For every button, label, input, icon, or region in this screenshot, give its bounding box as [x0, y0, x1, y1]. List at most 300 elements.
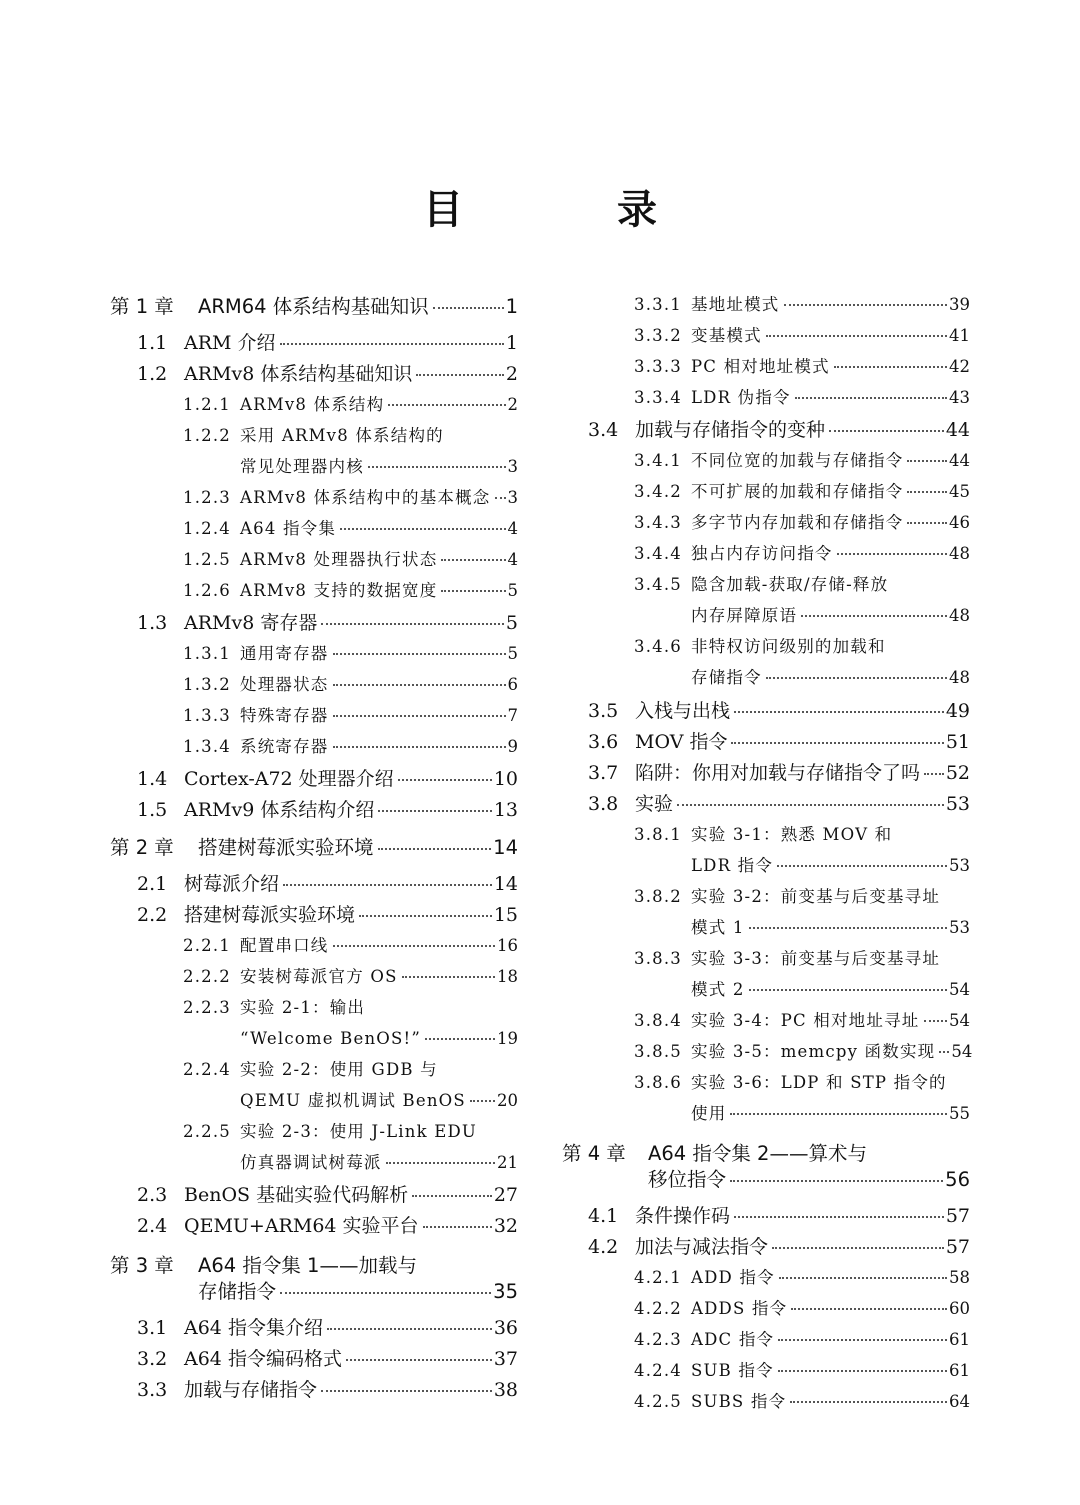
toc-entry[interactable] [184, 903, 518, 927]
toc-entry-title: 处理器状态 [240, 675, 329, 694]
leader-dots [801, 614, 947, 617]
toc-entry-title: 非特权访问级别的加载和 [691, 637, 886, 656]
leader-dots [327, 1327, 492, 1330]
toc-entry-title-continued: 内存屏障原语 [691, 606, 798, 625]
toc-entry-title: 采用 ARMv8 体系结构的 [240, 426, 444, 445]
toc-entry-continuation[interactable] [691, 978, 970, 1002]
toc-page-number: 14 [493, 873, 518, 895]
toc-page-number: 10 [493, 768, 518, 790]
toc-entry-number: 1.2.2 [183, 426, 231, 445]
toc-entry-continuation[interactable] [691, 1102, 970, 1126]
leader-dots [386, 1161, 495, 1164]
toc-entry-title-continued: 常见处理器内核 [240, 457, 364, 476]
toc-entry[interactable] [691, 573, 970, 597]
toc-entry-title: 实验 3-3：前变基与后变基寻址 [691, 949, 941, 968]
toc-entry-title: 入栈与出栈 [635, 700, 731, 722]
toc-entry-title: 加载与存储指令的变种 [635, 419, 826, 441]
toc-entry[interactable] [184, 1378, 518, 1402]
toc-entry-title: ARM64 体系结构基础知识 [198, 295, 429, 318]
toc-entry[interactable] [240, 965, 518, 989]
leader-dots [283, 883, 492, 886]
toc-entry-number: 1.3.3 [183, 706, 231, 725]
toc-page-number: 45 [949, 482, 970, 501]
toc-entry-title-continued: 使用 [691, 1104, 727, 1123]
toc-entry[interactable] [240, 548, 518, 572]
toc-page-number: 53 [949, 856, 970, 875]
toc-entry[interactable] [691, 449, 970, 473]
toc-entry-title-continued: QEMU 虚拟机调试 BenOS [240, 1091, 466, 1110]
leader-dots [398, 778, 492, 781]
toc-page-number: 57 [945, 1236, 970, 1258]
toc-entry-number: 4.2.5 [634, 1392, 682, 1411]
toc-entry[interactable] [691, 386, 970, 410]
toc-entry-number: 1.5 [137, 799, 168, 821]
toc-entry-title: ARMv8 体系结构基础知识 [184, 363, 413, 385]
toc-entry[interactable] [691, 1266, 970, 1290]
toc-entry-number: 1.2.1 [183, 395, 231, 414]
toc-entry-title: ARMv8 寄存器 [184, 612, 318, 634]
leader-dots [280, 342, 504, 345]
leader-dots [333, 944, 496, 947]
toc-entry-number: 3.8 [588, 793, 619, 815]
toc-entry[interactable] [240, 996, 518, 1020]
toc-entry-number: 3.8.5 [634, 1042, 682, 1061]
toc-page-number: 2 [505, 363, 518, 385]
toc-page-number: 61 [949, 1330, 970, 1349]
toc-entry-number: 4.2.1 [634, 1268, 682, 1287]
toc-entry-title: 基地址模式 [691, 295, 780, 314]
toc-entry-number: 3.5 [588, 700, 619, 722]
toc-entry-title: 配置串口线 [240, 936, 329, 955]
toc-entry[interactable] [691, 324, 970, 348]
toc-entry-title: PC 相对地址模式 [691, 357, 830, 376]
leader-dots [790, 1400, 947, 1403]
toc-entry[interactable] [184, 872, 518, 896]
toc-entry-number: 3.1 [137, 1317, 168, 1339]
toc-entry[interactable] [691, 542, 970, 566]
toc-entry-title: QEMU+ARM64 实验平台 [184, 1215, 419, 1237]
toc-entry-number: 3.8.4 [634, 1011, 682, 1030]
toc-entry-title: ARM 介绍 [184, 332, 276, 354]
toc-entry-number: 3.2 [137, 1348, 168, 1370]
toc-entry[interactable] [198, 1254, 518, 1278]
toc-entry[interactable] [691, 511, 970, 535]
leader-dots [412, 1194, 492, 1197]
toc-page-number: 14 [493, 836, 518, 859]
leader-dots [784, 303, 948, 306]
toc-entry[interactable] [691, 1390, 970, 1414]
toc-entry-title-continued: 模式 1 [691, 918, 745, 937]
toc-entry[interactable] [240, 1058, 518, 1082]
toc-entry-title: 实验 3-1：熟悉 MOV 和 [691, 825, 893, 844]
toc-entry-title: 搭建树莓派实验环境 [184, 904, 356, 926]
toc-entry-title: 独占内存访问指令 [691, 544, 833, 563]
toc-page-number: 7 [507, 706, 518, 725]
toc-entry-continuation[interactable] [240, 455, 518, 479]
toc-entry-title: A64 指令集 2——算术与 [648, 1142, 867, 1165]
toc-entry-title: 安装树莓派官方 OS [240, 967, 398, 986]
leader-dots [495, 496, 506, 499]
toc-entry[interactable] [240, 393, 518, 417]
leader-dots [772, 1246, 944, 1249]
toc-entry-continuation[interactable] [240, 1027, 518, 1051]
leader-dots [939, 1050, 949, 1053]
toc-page-number: 27 [493, 1184, 518, 1206]
leader-dots [677, 803, 944, 806]
toc-entry[interactable] [240, 517, 518, 541]
toc-entry-title: ARMv8 支持的数据宽度 [240, 581, 438, 600]
toc-entry[interactable] [635, 792, 970, 816]
toc-entry-title: A64 指令集 [240, 519, 337, 538]
toc-entry[interactable] [184, 767, 518, 791]
toc-page-number: 3 [507, 488, 518, 507]
toc-entry[interactable] [691, 1328, 970, 1352]
toc-entry-number: 2.2.5 [183, 1122, 231, 1141]
toc-entry[interactable] [240, 424, 518, 448]
toc-entry[interactable] [184, 1183, 518, 1207]
toc-entry[interactable] [240, 673, 518, 697]
toc-page-number: 46 [949, 513, 970, 532]
leader-dots [388, 403, 505, 406]
leader-dots [734, 1215, 944, 1218]
toc-entry-number: 3.4.2 [634, 482, 682, 501]
toc-entry-title-continued: “Welcome BenOS!” [240, 1029, 421, 1048]
leader-dots [829, 429, 944, 432]
toc-entry-number: 2.1 [137, 873, 168, 895]
toc-entry[interactable] [184, 362, 518, 386]
toc-page-number: 58 [949, 1268, 970, 1287]
toc-page-number: 53 [945, 793, 970, 815]
toc-entry[interactable] [691, 947, 970, 971]
leader-dots [340, 527, 505, 530]
leader-dots [749, 988, 947, 991]
toc-entry-number: 2.4 [137, 1215, 168, 1237]
toc-entry-number: 1.2.5 [183, 550, 231, 569]
leader-dots [321, 622, 504, 625]
toc-entry-title: 隐含加载-获取/存储-释放 [691, 575, 889, 594]
toc-entry-number: 2.2.3 [183, 998, 231, 1017]
toc-entry-title: A64 指令集介绍 [184, 1317, 323, 1339]
leader-dots [402, 975, 495, 978]
toc-entry-title: ARMv9 体系结构介绍 [184, 799, 375, 821]
leader-dots [766, 334, 947, 337]
toc-entry[interactable] [198, 836, 518, 860]
toc-page-number: 41 [949, 326, 970, 345]
toc-entry[interactable] [635, 1204, 970, 1228]
toc-entry-title: 条件操作码 [635, 1205, 731, 1227]
toc-entry[interactable] [691, 1071, 970, 1095]
toc-page-number: 48 [949, 606, 970, 625]
toc-page-number: 38 [493, 1379, 518, 1401]
toc-entry-number: 3.7 [588, 762, 619, 784]
toc-entry-title: SUBS 指令 [691, 1392, 787, 1411]
leader-dots [731, 741, 943, 744]
leader-dots [766, 676, 947, 679]
toc-entry-number: 2.2.2 [183, 967, 231, 986]
leader-dots [378, 847, 492, 850]
toc-entry-number: 1.2.6 [183, 581, 231, 600]
toc-entry[interactable] [635, 418, 970, 442]
toc-page-number: 1 [505, 332, 518, 354]
toc-page-number: 6 [507, 675, 518, 694]
leader-dots [416, 373, 504, 376]
toc-page-number: 15 [493, 904, 518, 926]
toc-entry[interactable] [691, 823, 970, 847]
toc-entry[interactable] [198, 295, 518, 319]
leader-dots [433, 306, 504, 309]
toc-entry-number: 2.2 [137, 904, 168, 926]
toc-entry-number: 3.8.1 [634, 825, 682, 844]
toc-page-number: 54 [951, 1042, 973, 1061]
leader-dots [321, 1389, 492, 1392]
toc-entry[interactable] [691, 1297, 970, 1321]
toc-page-number: 13 [493, 799, 518, 821]
toc-entry[interactable] [691, 1009, 970, 1033]
toc-page-number: 5 [507, 644, 518, 663]
toc-entry-title: 实验 3-2：前变基与后变基寻址 [691, 887, 941, 906]
toc-entry-number: 4.2.2 [634, 1299, 682, 1318]
toc-page-number: 5 [507, 581, 518, 600]
toc-page-number: 37 [493, 1348, 518, 1370]
toc-page-number: 61 [949, 1361, 970, 1380]
toc-entry[interactable] [184, 798, 518, 822]
toc-entry-title: 树莓派介绍 [184, 873, 280, 895]
toc-entry-title: 实验 3-5：memcpy 函数实现 [691, 1042, 936, 1061]
toc-entry-number: 2.2.4 [183, 1060, 231, 1079]
toc-entry-number: 1.2.4 [183, 519, 231, 538]
toc-entry-number: 1.3.1 [183, 644, 231, 663]
toc-entry-title: 实验 3-4：PC 相对地址寻址 [691, 1011, 920, 1030]
toc-entry-title: 特殊寄存器 [240, 706, 329, 725]
toc-entry[interactable] [635, 699, 970, 723]
toc-entry-title: Cortex-A72 处理器介绍 [184, 768, 394, 790]
toc-entry-number: 第 4 章 [562, 1142, 626, 1165]
toc-entry[interactable] [240, 1120, 518, 1144]
toc-entry-title: ADC 指令 [691, 1330, 775, 1349]
toc-entry-number: 3.6 [588, 731, 619, 753]
toc-entry-number: 3.3.3 [634, 357, 682, 376]
toc-entry[interactable] [635, 730, 970, 754]
toc-entry[interactable] [240, 579, 518, 603]
toc-entry-number: 第 3 章 [110, 1254, 174, 1277]
leader-dots [907, 459, 947, 462]
toc-entry-title-continued: 存储指令 [198, 1280, 277, 1303]
toc-entry[interactable] [240, 486, 518, 510]
toc-entry-title: ARMv8 体系结构 [240, 395, 385, 414]
leader-dots [907, 490, 947, 493]
toc-page-number: 16 [497, 936, 518, 955]
toc-entry-number: 第 1 章 [110, 295, 174, 318]
toc-entry[interactable] [184, 1316, 518, 1340]
toc-entry-continuation[interactable] [648, 1168, 970, 1192]
toc-entry-number: 3.8.6 [634, 1073, 682, 1092]
toc-entry-title: 实验 2-2：使用 GDB 与 [240, 1060, 438, 1079]
leader-dots [749, 926, 947, 929]
leader-dots [907, 521, 947, 524]
leader-dots [333, 745, 506, 748]
toc-entry-number: 3.4.5 [634, 575, 682, 594]
toc-entry-title: LDR 伪指令 [691, 388, 791, 407]
toc-entry[interactable] [691, 480, 970, 504]
toc-entry-title: 陷阱：你用对加载与存储指令了吗 [635, 762, 921, 784]
toc-entry-number: 3.4.4 [634, 544, 682, 563]
toc-entry-number: 3.3.4 [634, 388, 682, 407]
toc-page-number: 54 [949, 1011, 970, 1030]
leader-dots [280, 1291, 491, 1294]
toc-entry-number: 3.8.3 [634, 949, 682, 968]
toc-page-number: 3 [507, 457, 518, 476]
toc-page-number: 53 [949, 918, 970, 937]
toc-page-number: 35 [493, 1280, 518, 1303]
leader-dots [779, 1276, 947, 1279]
toc-entry[interactable] [691, 1040, 973, 1064]
toc-page-number: 36 [493, 1317, 518, 1339]
leader-dots [368, 465, 506, 468]
toc-entry-number: 3.4 [588, 419, 619, 441]
toc-entry-continuation[interactable] [240, 1089, 518, 1113]
toc-entry-number: 4.2.3 [634, 1330, 682, 1349]
toc-page-number: 44 [945, 419, 970, 441]
toc-entry-number: 3.3.1 [634, 295, 682, 314]
leader-dots [734, 710, 944, 713]
toc-entry[interactable] [648, 1142, 970, 1166]
toc-page-number: 48 [949, 544, 970, 563]
toc-entry-continuation[interactable] [691, 666, 970, 690]
leader-dots [791, 1307, 947, 1310]
leader-dots [441, 589, 505, 592]
toc-entry-number: 1.3.2 [183, 675, 231, 694]
leader-dots [423, 1225, 492, 1228]
toc-page-number: 43 [949, 388, 970, 407]
toc-entry-number: 2.2.1 [183, 936, 231, 955]
toc-page-number: 5 [505, 612, 518, 634]
page-title: 目 录 [423, 187, 727, 233]
toc-entry-title: MOV 指令 [635, 731, 728, 753]
leader-dots [378, 809, 491, 812]
toc-entry-number: 3.3.2 [634, 326, 682, 345]
leader-dots [778, 1338, 947, 1341]
leader-dots [795, 396, 947, 399]
leader-dots [346, 1358, 492, 1361]
toc-entry-number: 3.8.2 [634, 887, 682, 906]
toc-entry-title-continued: 移位指令 [648, 1168, 727, 1191]
toc-entry[interactable] [184, 611, 518, 635]
toc-page-number: 49 [945, 700, 970, 722]
toc-page-number: 42 [949, 357, 970, 376]
toc-entry-title: 不同位宽的加载与存储指令 [691, 451, 904, 470]
toc-entry-title: A64 指令编码格式 [184, 1348, 342, 1370]
toc-entry-continuation[interactable] [198, 1280, 518, 1304]
leader-dots [730, 1179, 943, 1182]
toc-entry-number: 1.4 [137, 768, 168, 790]
toc-entry-title: 实验 2-3：使用 J-Link EDU [240, 1122, 478, 1141]
toc-page-number: 20 [497, 1091, 518, 1110]
toc-page-number: 57 [945, 1205, 970, 1227]
toc-page-number: 64 [949, 1392, 970, 1411]
toc-entry-continuation[interactable] [691, 604, 970, 628]
toc-entry[interactable] [691, 885, 970, 909]
toc-entry-number: 3.4.6 [634, 637, 682, 656]
leader-dots [777, 864, 947, 867]
toc-entry-title-continued: 存储指令 [691, 668, 762, 687]
toc-entry-number: 4.2 [588, 1236, 619, 1258]
toc-entry[interactable] [635, 1235, 970, 1259]
toc-page-number: 18 [497, 967, 518, 986]
toc-entry-number: 1.1 [137, 332, 168, 354]
toc-entry-number: 3.4.3 [634, 513, 682, 532]
toc-page-number: 55 [949, 1104, 970, 1123]
toc-entry-title: 实验 3-6：LDP 和 STP 指令的 [691, 1073, 947, 1092]
toc-entry-number: 3.3 [137, 1379, 168, 1401]
toc-entry-title: ADDS 指令 [691, 1299, 788, 1318]
toc-entry-title: ARMv8 处理器执行状态 [240, 550, 438, 569]
toc-entry-title: 不可扩展的加载和存储指令 [691, 482, 904, 501]
toc-entry-title: BenOS 基础实验代码解析 [184, 1184, 409, 1206]
toc-entry-title: 系统寄存器 [240, 737, 329, 756]
toc-entry-number: 2.3 [137, 1184, 168, 1206]
toc-entry-continuation[interactable] [691, 854, 970, 878]
toc-entry-number: 1.3.4 [183, 737, 231, 756]
leader-dots [333, 714, 506, 717]
toc-page-number: 54 [949, 980, 970, 999]
toc-entry-title: 变基模式 [691, 326, 762, 345]
toc-entry[interactable] [691, 1359, 970, 1383]
toc-page-number: 60 [949, 1299, 970, 1318]
toc-entry-title: 多字节内存加载和存储指令 [691, 513, 904, 532]
toc-entry-title: 搭建树莓派实验环境 [198, 836, 374, 859]
toc-entry[interactable] [184, 331, 518, 355]
toc-entry-number: 1.2.3 [183, 488, 231, 507]
toc-entry[interactable] [240, 704, 518, 728]
toc-page-number: 48 [949, 668, 970, 687]
toc-entry-title: 通用寄存器 [240, 644, 329, 663]
leader-dots [333, 652, 506, 655]
leader-dots [441, 558, 505, 561]
leader-dots [470, 1099, 495, 1102]
toc-entry-number: 4.1 [588, 1205, 619, 1227]
toc-page-number: 2 [507, 395, 518, 414]
toc-entry-title-continued: 仿真器调试树莓派 [240, 1153, 382, 1172]
toc-page-number: 44 [949, 451, 970, 470]
leader-dots [924, 1019, 948, 1022]
toc-page-number: 32 [493, 1215, 518, 1237]
toc-entry[interactable] [240, 642, 518, 666]
toc-entry-number: 4.2.4 [634, 1361, 682, 1380]
toc-entry-title: A64 指令集 1——加载与 [198, 1254, 417, 1277]
toc-entry[interactable] [240, 934, 518, 958]
toc-entry[interactable] [184, 1214, 518, 1238]
toc-entry[interactable] [691, 293, 970, 317]
toc-page-number: 39 [949, 295, 970, 314]
toc-entry-title: 加法与减法指令 [635, 1236, 769, 1258]
toc-entry-continuation[interactable] [691, 916, 970, 940]
toc-page-number: 19 [497, 1029, 518, 1048]
toc-page-number: 56 [945, 1168, 970, 1191]
toc-page-number: 9 [507, 737, 518, 756]
toc-page-number: 1 [505, 295, 518, 318]
toc-entry-continuation[interactable] [240, 1151, 518, 1175]
leader-dots [834, 365, 947, 368]
toc-entry-title: 实验 [635, 793, 674, 815]
leader-dots [778, 1369, 947, 1372]
toc-entry[interactable] [184, 1347, 518, 1371]
toc-entry-number: 第 2 章 [110, 836, 174, 859]
toc-entry[interactable] [240, 735, 518, 759]
toc-entry[interactable] [691, 355, 970, 379]
leader-dots [333, 683, 506, 686]
toc-entry[interactable] [691, 635, 970, 659]
toc-entry[interactable] [635, 761, 970, 785]
